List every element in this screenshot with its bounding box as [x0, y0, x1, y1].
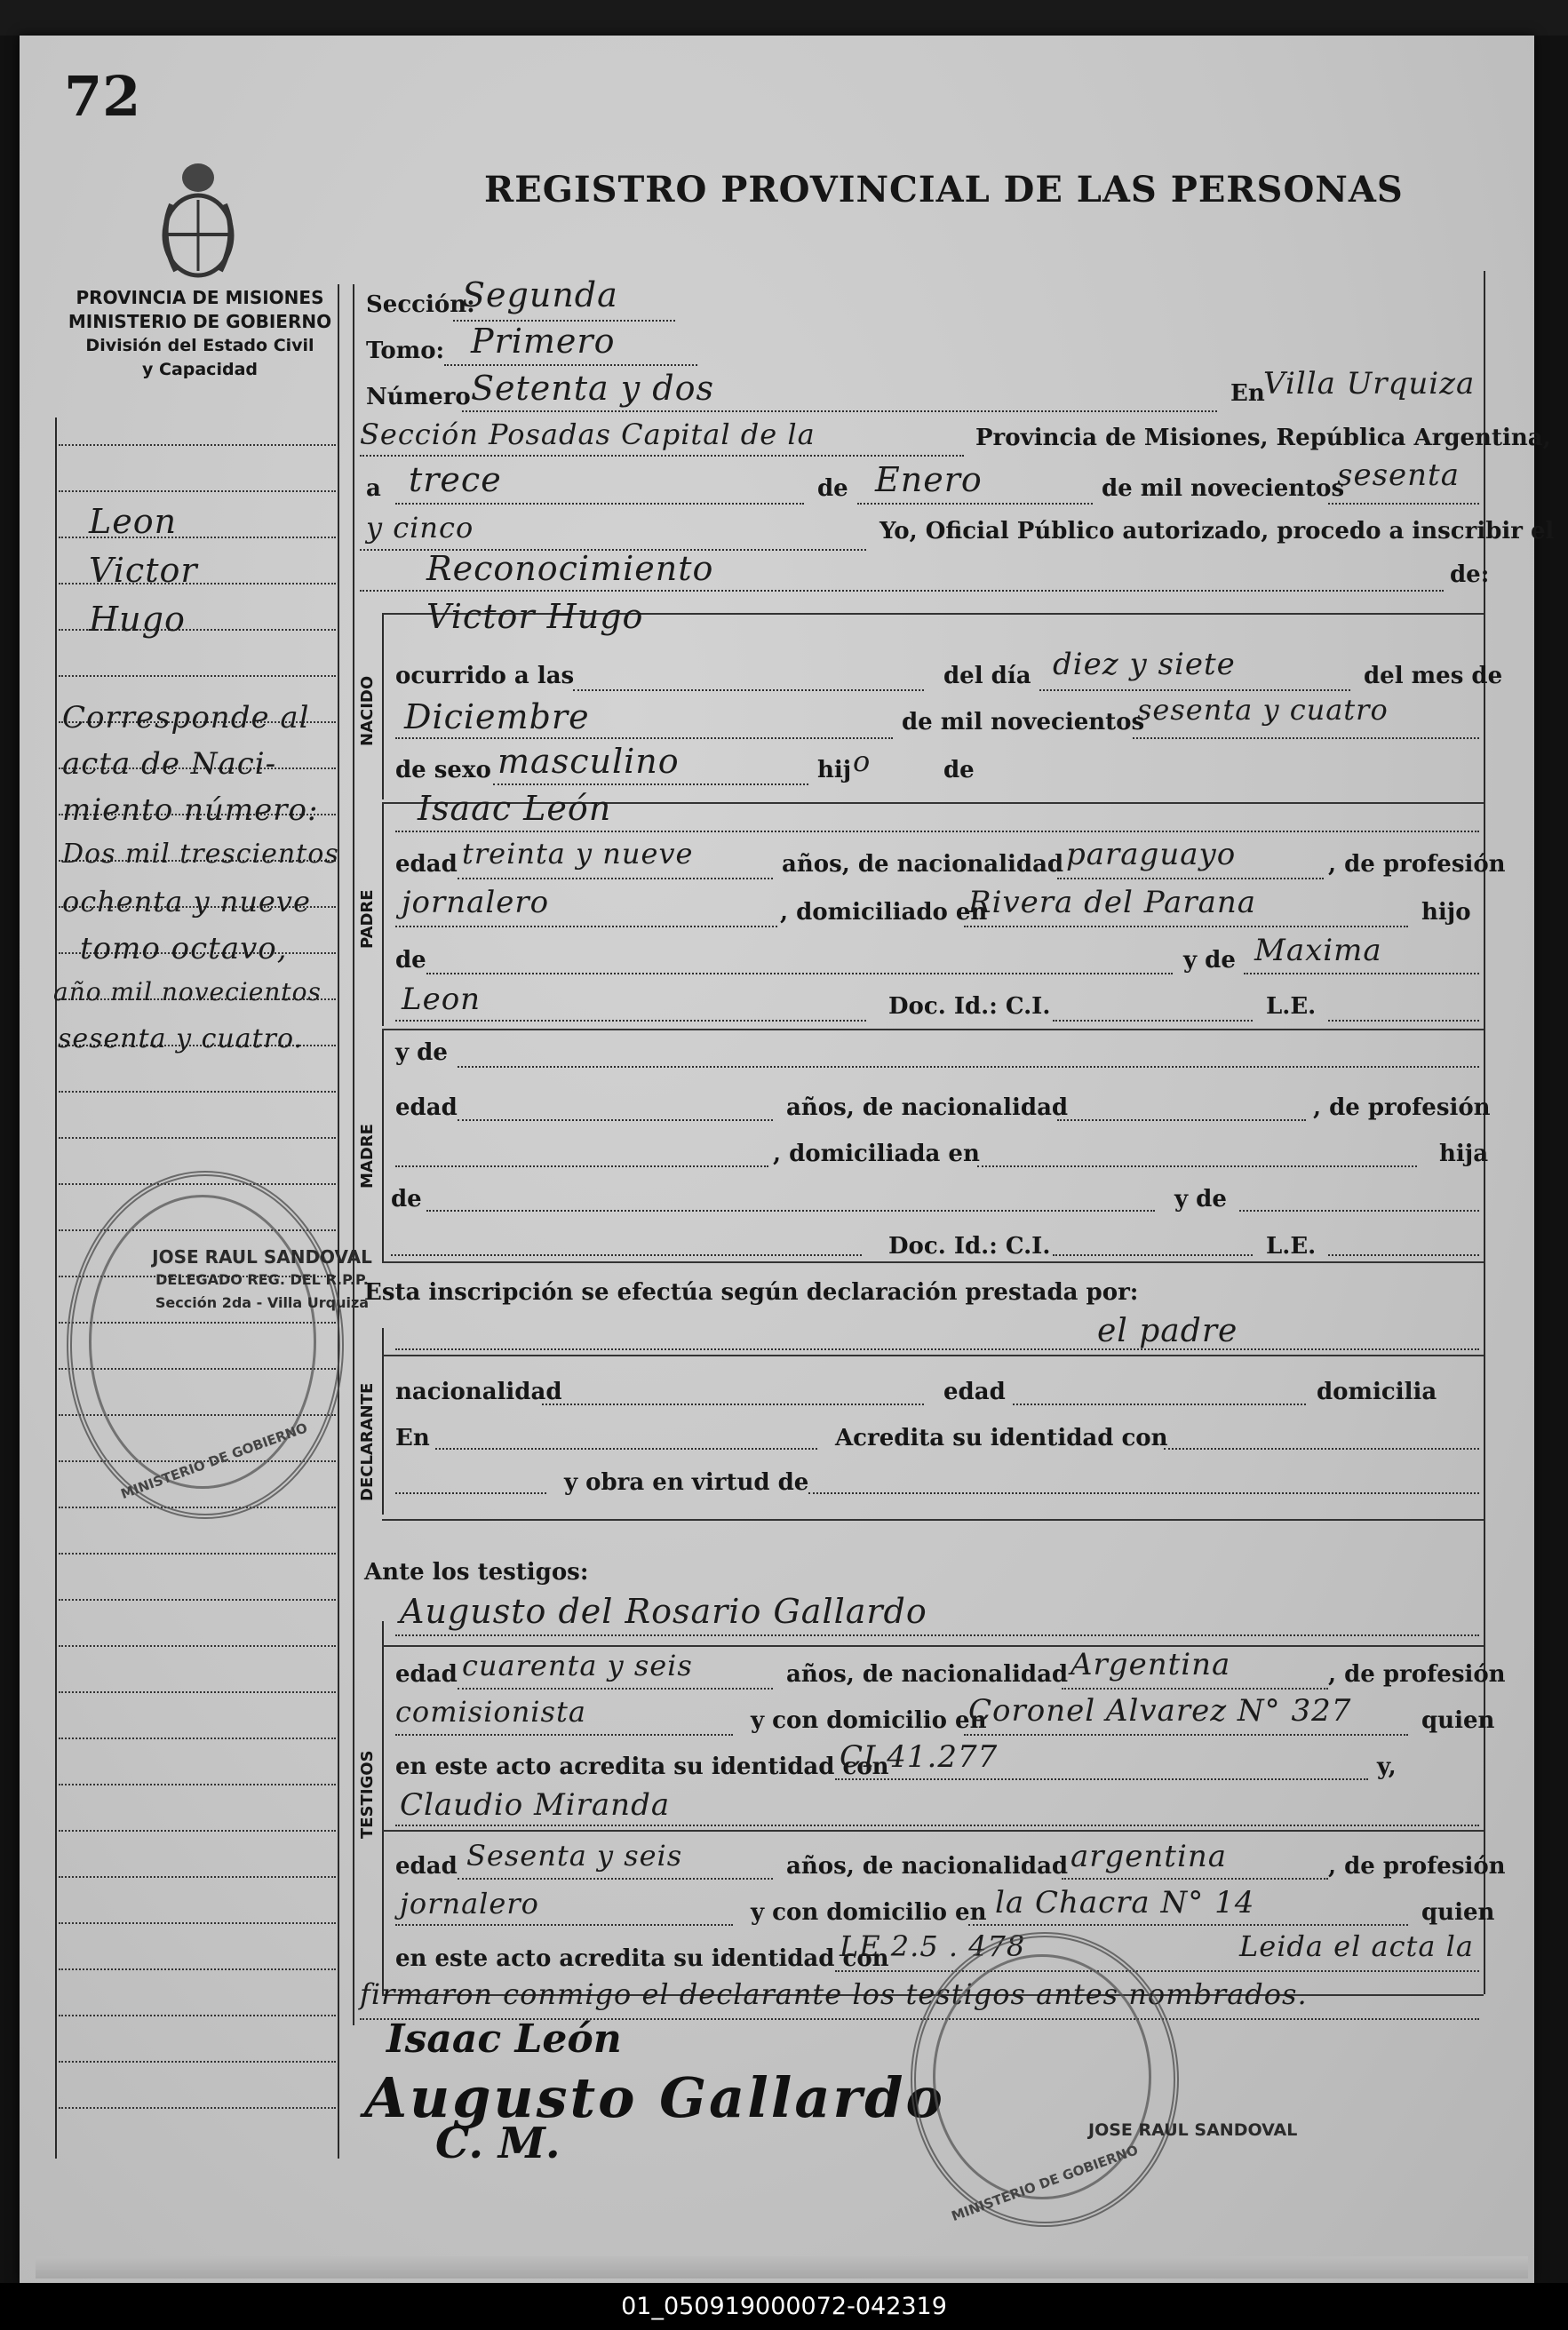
margin-note-name1: Victor	[89, 551, 198, 590]
padre-de-label: de	[395, 947, 426, 974]
padre-le-line	[1328, 1020, 1479, 1022]
t2-doc-value: LE 2.5 . 478	[840, 1929, 1026, 1963]
declarante-edad-label: edad	[943, 1379, 1006, 1405]
anio-nac-line	[1133, 737, 1479, 739]
t2-nac-line	[1062, 1878, 1328, 1880]
mes-nac-value: Diciembre	[404, 697, 590, 736]
domicilia-label: domicilia	[1317, 1379, 1437, 1405]
del-mes-label: del mes de	[1364, 663, 1503, 689]
t2-dom-line	[968, 1924, 1408, 1926]
padre-dom-line	[964, 926, 1408, 927]
t1-dom-value: Coronel Alvarez N° 327	[968, 1693, 1352, 1729]
margin-note-name2: Hugo	[89, 600, 186, 639]
padre-edad-value: treinta y nueve	[462, 837, 694, 871]
padre-nombre-line	[395, 831, 1479, 832]
padre-prof-label: , de profesión	[1328, 851, 1506, 878]
t2-edad-label: edad	[395, 1853, 458, 1880]
t1-acredita-label: en este acto acredita su identidad con	[395, 1753, 889, 1780]
t1-doc-line	[835, 1778, 1368, 1780]
declarante-top	[382, 1355, 1484, 1356]
tomo-label: Tomo:	[366, 338, 445, 364]
t2-doc-line	[835, 1970, 1479, 1972]
mes-value: Enero	[875, 460, 983, 499]
domiciliado-label: , domiciliado en	[780, 899, 988, 926]
tab-declarante: DECLARANTE	[358, 1382, 377, 1501]
t1-y-label: y,	[1377, 1753, 1397, 1780]
del-dia-line	[1039, 689, 1350, 691]
madre-doc-label: Doc. Id.: C.I.	[888, 1233, 1051, 1260]
margin-rule-line	[59, 1968, 336, 1970]
margin-border-left	[55, 417, 57, 2159]
de-colon-label: de:	[1450, 561, 1490, 588]
form-border-left	[353, 284, 354, 2025]
declarante-line	[395, 1348, 1479, 1350]
stamp-left-name: JOSE RAUL SANDOVAL	[152, 1246, 372, 1268]
margin-note-line5: ochenta y nueve	[62, 885, 311, 918]
nacido-divider	[382, 613, 384, 799]
madre-le-line	[1328, 1254, 1479, 1256]
t1-dom-line	[964, 1734, 1408, 1736]
madre-de-line	[426, 1210, 1155, 1212]
t2-prof-value: jornalero	[400, 1887, 539, 1920]
seccion-posadas-line	[360, 455, 964, 457]
madre-de-label: de	[391, 1186, 422, 1213]
madre-y-de2-label: y de	[1174, 1186, 1227, 1213]
del-dia-label: del día	[943, 663, 1031, 689]
margin-rule-line	[59, 1091, 336, 1093]
t1-edad-label: edad	[395, 1661, 458, 1688]
t2-nac-value: argentina	[1071, 1839, 1228, 1874]
sexo-line	[493, 783, 808, 785]
ocurrido-line	[573, 689, 924, 691]
tab-padre: PADRE	[358, 889, 377, 949]
padre-madre-line	[1244, 973, 1479, 974]
nacionalidad-label: nacionalidad	[395, 1379, 562, 1405]
margin-rule-line	[59, 444, 336, 446]
hij-label: hij	[817, 757, 852, 783]
sexo-label: de sexo	[395, 757, 491, 783]
a-label: a	[366, 475, 381, 502]
acredita-line	[1164, 1448, 1479, 1450]
mes-nac-line	[395, 737, 893, 739]
numero-label: Número	[366, 384, 471, 410]
margin-note-line6: tomo octavo,	[80, 931, 288, 966]
seccion-posadas-value: Sección Posadas Capital de la	[360, 417, 816, 451]
stamp-left-section: Sección 2da - Villa Urquiza	[155, 1294, 370, 1311]
margin-note-surname: Leon	[89, 502, 178, 541]
padre-edad-line	[458, 878, 773, 879]
issuer-capacity: y Capacidad	[142, 360, 258, 379]
margin-rule-line	[59, 1738, 336, 1739]
margin-note-line2: acta de Naci-	[62, 746, 277, 782]
declarante-edad-line	[1013, 1404, 1306, 1405]
obra-pre-line	[395, 1492, 546, 1494]
ocurrido-label: ocurrido a las	[395, 663, 575, 689]
margin-note-line3: miento número:	[62, 792, 319, 828]
testigo2-value: Claudio Miranda	[400, 1787, 671, 1823]
testigos-divider	[382, 1621, 384, 1994]
padre-dom-value: Rivera del Parana	[968, 885, 1257, 920]
margin-note-line7: año mil novecientos	[53, 977, 322, 1006]
stamp-left	[115, 1245, 409, 1315]
margin-rule-line	[59, 1784, 336, 1785]
padre-apellido-value: Leon	[402, 982, 482, 1017]
seccion-label: Sección:	[366, 291, 475, 318]
t1-edad-value: cuarenta y seis	[462, 1649, 693, 1682]
domiciliada-label: , domiciliada en	[773, 1141, 980, 1167]
padre-nac-label: años, de nacionalidad	[782, 851, 1064, 878]
declarante-en-line	[435, 1448, 817, 1450]
t2-prof-line	[395, 1924, 733, 1926]
numero-value: Setenta y dos	[471, 369, 715, 408]
madre-nombre-line	[458, 1066, 1479, 1068]
madre-edad-label: edad	[395, 1094, 458, 1121]
cierre2-value: firmaron conmigo el declarante los testigos antes nombrados.	[360, 1977, 1308, 2011]
tab-testigos: TESTIGOS	[358, 1750, 377, 1839]
margin-rule-line	[59, 2015, 336, 2016]
t1-nac-value: Argentina	[1071, 1647, 1231, 1682]
signature-isaac: Isaac León	[386, 2016, 622, 2062]
padre-le-label: L.E.	[1266, 993, 1317, 1020]
en-value: Villa Urquiza	[1263, 366, 1476, 402]
tab-nacido: NACIDO	[358, 675, 377, 746]
obra-line	[808, 1492, 1479, 1494]
issuer-ministry: MINISTERIO DE GOBIERNO	[68, 311, 332, 332]
margin-rule-line	[59, 1830, 336, 1832]
margin-rule-line	[59, 1691, 336, 1693]
t1-dom-label: y con domicilio en	[751, 1707, 987, 1734]
padre-edad-label: edad	[395, 851, 458, 878]
signature-claudio: C. M.	[435, 2119, 561, 2168]
cierre1-value: Leida el acta la	[1239, 1929, 1474, 1963]
dia-line	[395, 503, 804, 505]
issuer-heading	[53, 286, 346, 382]
page-title: REGISTRO PROVINCIAL DE LAS PERSONAS	[484, 169, 1404, 211]
obra-label: y obra en virtud de	[564, 1469, 809, 1496]
t1-prof-value: comisionista	[395, 1695, 586, 1729]
t2-dom-label: y con domicilio en	[751, 1899, 987, 1926]
margin-rule-line	[59, 1922, 336, 1924]
t1-prof-label: , de profesión	[1328, 1661, 1506, 1688]
padre-prof-value: jornalero	[402, 885, 550, 920]
mes-line	[857, 503, 1093, 505]
national-crest-icon	[149, 151, 247, 284]
madre-apellido-line	[391, 1254, 862, 1256]
madre-divider	[382, 1030, 384, 1261]
declarante-value: el padre	[1097, 1313, 1238, 1349]
t2-quien-label: quien	[1421, 1899, 1495, 1926]
margin-rule-line	[59, 490, 336, 492]
de-label: de	[817, 475, 848, 502]
madre-prof-line	[395, 1165, 768, 1167]
madre-y-de2-line	[1239, 1210, 1479, 1212]
scanner-border	[0, 0, 1568, 36]
image-caption: 01_050919000072-042319	[0, 2283, 1568, 2330]
stamp-left-title: DELEGADO REG. DEL R.P.P.	[155, 1271, 369, 1288]
padre-divider	[382, 804, 384, 1026]
margin-rule-line	[59, 1876, 336, 1878]
page-number: 72	[64, 64, 141, 129]
de-mil-label: de mil novecientos	[1102, 475, 1345, 502]
testigo1-value: Augusto del Rosario Gallardo	[400, 1592, 927, 1631]
madre-bottom	[382, 1261, 1484, 1263]
seal-right-ring-text: MINISTERIO DE GOBIERNO	[949, 2142, 1141, 2225]
margin-note-line8: sesenta y cuatro.	[58, 1023, 304, 1054]
padre-de-line	[426, 973, 1173, 974]
madre-le-label: L.E.	[1266, 1233, 1317, 1260]
padre-prof-line	[395, 926, 777, 927]
t1-prof-line	[395, 1734, 733, 1736]
de-mil2-label: de mil novecientos	[902, 709, 1145, 736]
anio-value: sesenta	[1337, 457, 1460, 493]
madre-nac-label: años, de nacionalidad	[786, 1094, 1069, 1121]
stamp-right-name: JOSE RAUL SANDOVAL	[1088, 2120, 1298, 2140]
declarante-bottom	[382, 1519, 1484, 1521]
margin-rule-line	[59, 675, 336, 677]
madre-ci-line	[1053, 1254, 1253, 1256]
t1-nac-label: años, de nacionalidad	[786, 1661, 1069, 1688]
hijo-label: hijo	[1421, 899, 1471, 926]
t2-acredita-label: en este acto acredita su identidad con	[395, 1945, 889, 1972]
testigos-mid	[382, 1830, 1484, 1832]
margin-note-line4: Dos mil trescientos	[62, 839, 339, 870]
declarante-nac-line	[542, 1404, 924, 1405]
esta-inscripcion-label: Esta inscripción se efectúa según declaración prestada por:	[364, 1279, 1139, 1306]
acto-line	[360, 590, 1444, 592]
hij-value: o	[853, 744, 872, 778]
t2-edad-line	[458, 1878, 773, 1880]
padre-nac-line	[1057, 878, 1324, 879]
page-bottom-fold	[36, 2256, 1528, 2278]
anio-line	[1328, 503, 1479, 505]
margin-note-line1: Corresponde al	[62, 700, 310, 736]
padre-apellido-line	[395, 1020, 866, 1022]
margin-rule-line	[59, 2107, 336, 2109]
padre-nac-value: paraguayo	[1066, 837, 1237, 872]
t2-nac-label: años, de nacionalidad	[786, 1853, 1069, 1880]
nombre-value: Victor Hugo	[426, 597, 644, 636]
sexo-value: masculino	[497, 742, 680, 781]
t1-doc-value: CI 41.277	[840, 1739, 999, 1775]
margin-rule-line	[59, 1137, 336, 1139]
testigo1-line	[395, 1634, 1479, 1636]
numero-line	[462, 410, 1217, 412]
t2-edad-value: Sesenta y seis	[466, 1839, 683, 1873]
margin-border-right	[338, 284, 339, 2159]
hij-de-label: de	[943, 757, 975, 783]
t1-nac-line	[1062, 1688, 1328, 1690]
madre-y-de-label: y de	[395, 1039, 448, 1066]
madre-top	[382, 1029, 1484, 1030]
t2-dom-value: la Chacra N° 14	[995, 1885, 1255, 1920]
en-label: En	[1230, 380, 1265, 407]
yo-label: Yo, Oficial Público autorizado, procedo a inscribir el	[880, 518, 1555, 545]
hija-label: hija	[1439, 1141, 1489, 1167]
padre-nombre-value: Isaac León	[418, 789, 612, 828]
del-dia-value: diez y siete	[1053, 647, 1236, 682]
margin-rule-line	[59, 1645, 336, 1647]
padre-doc-label: Doc. Id.: C.I.	[888, 993, 1051, 1020]
issuer-division: División del Estado Civil	[85, 336, 314, 355]
acredita-label: Acredita su identidad con	[835, 1425, 1168, 1451]
signature-augusto: Augusto Gallardo	[364, 2065, 945, 2130]
testigo2-line	[395, 1825, 1479, 1826]
tab-madre: MADRE	[358, 1124, 377, 1189]
padre-ci-line	[1053, 1020, 1253, 1022]
seal-left-ring-text: MINISTERIO DE GOBIERNO	[118, 1419, 310, 1503]
anio-nac-value: sesenta y cuatro	[1137, 693, 1389, 727]
margin-rule-line	[59, 2061, 336, 2063]
madre-dom-line	[977, 1165, 1417, 1167]
tomo-value: Primero	[471, 322, 616, 361]
padre-y-de-label: y de	[1183, 947, 1236, 974]
t2-prof-label: , de profesión	[1328, 1853, 1506, 1880]
madre-edad-line	[458, 1119, 773, 1121]
margin-rule-line	[59, 1599, 336, 1601]
padre-madre-value: Maxima	[1254, 933, 1382, 968]
dia-value: trece	[409, 460, 502, 499]
seccion-value: Segunda	[462, 275, 618, 314]
ante-testigos-label: Ante los testigos:	[364, 1559, 589, 1586]
testigos-top	[382, 1645, 1484, 1647]
margin-rule-line	[59, 1553, 336, 1555]
t1-edad-line	[458, 1688, 773, 1690]
issuer-province: PROVINCIA DE MISIONES	[76, 287, 324, 308]
acto-value: Reconocimiento	[426, 549, 714, 588]
provincia-label: Provincia de Misiones, República Argentina,	[975, 425, 1551, 451]
tomo-line	[444, 364, 697, 366]
madre-nac-line	[1057, 1119, 1306, 1121]
t1-quien-label: quien	[1421, 1707, 1495, 1734]
declarante-en-label: En	[395, 1425, 430, 1451]
madre-prof-label: , de profesión	[1313, 1094, 1491, 1121]
anio2-value: y cinco	[366, 511, 474, 545]
